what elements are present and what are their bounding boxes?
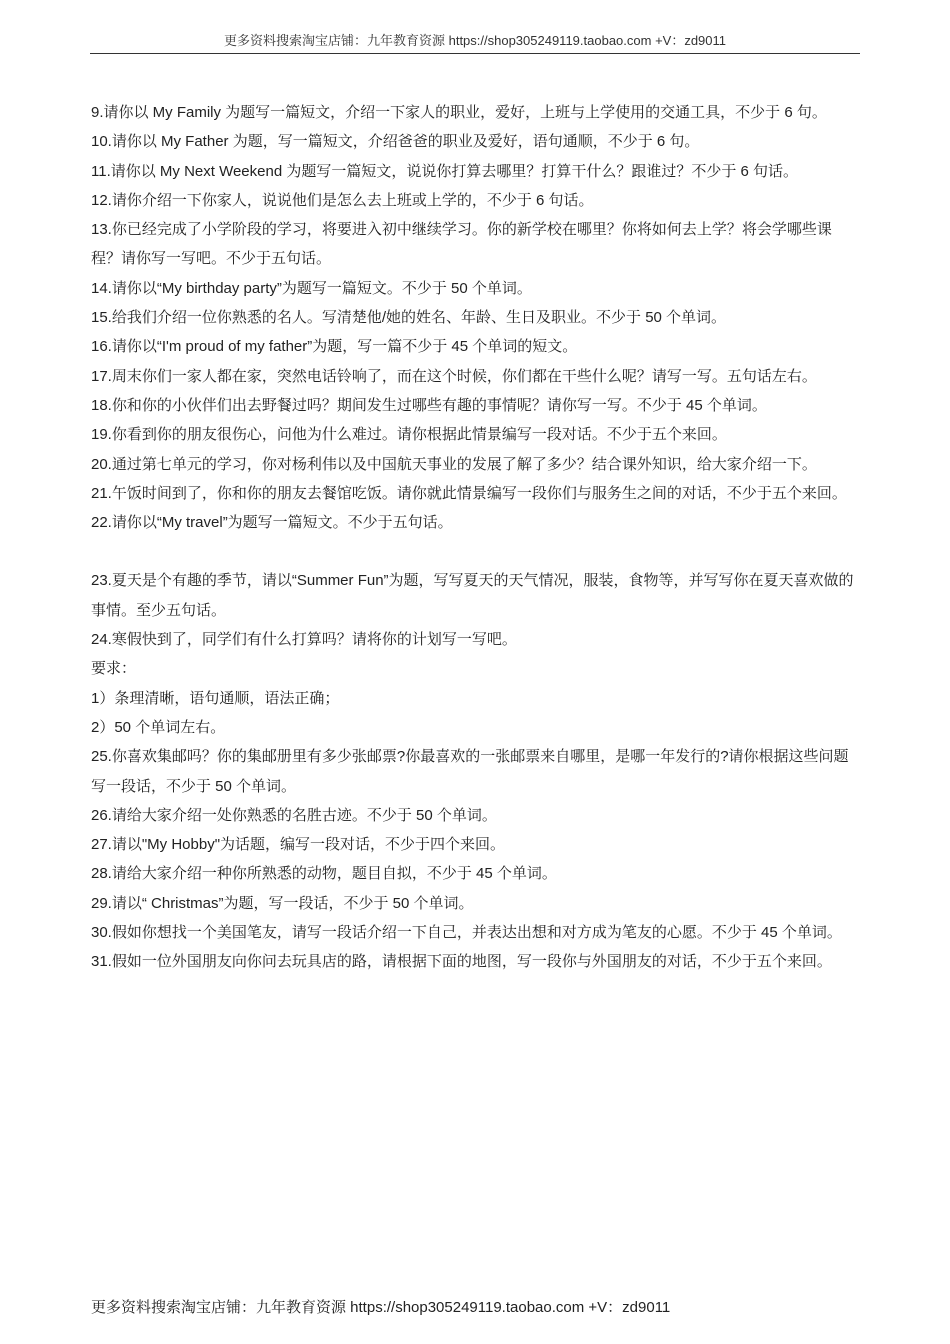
question-item: 14.请你以“My birthday party”为题写一篇短文。不少于 50 个单词。 [91,279,532,297]
question-item: 22.请你以“My travel”为题写一篇短文。不少于五句话。 [91,514,453,532]
question-item: 27.请以"My Hobby"为话题，编写一段对话，不少于四个来回。 [91,836,506,854]
blank-line [91,537,861,566]
page-header: 更多资料搜索淘宝店铺：九年教育资源 https://shop305249119.taobao.com +V：zd9011 [90,30,860,54]
requirements-label: 要求： [91,660,137,678]
question-item: 11.请你以 My Next Weekend 为题写一篇短文，说说你打算去哪里？打算干什么？跟谁过？不少于 6 句话。 [91,162,799,180]
question-list [91,98,861,977]
question-item: 10.请你以 My Father 为题，写一篇短文，介绍爸爸的职业及爱好，语句通顺，不少于 6 句。 [91,133,700,151]
question-item: 16.请你以“I'm proud of my father”为题，写一篇不少于 45 个单词的短文。 [91,338,578,356]
question-item: 9.请你以 My Family 为题写一篇短文，介绍一下家人的职业，爱好，上班与上学使用的交通工具，不少于 6 句。 [91,104,827,121]
question-item: 17.周末你们一家人都在家，突然电话铃响了，而在这个时候，你们都在干些什么呢？请写一写。五句话左右。 [91,367,817,385]
question-item: 13.你已经完成了小学阶段的学习，将要进入初中继续学习。你的新学校在哪里？你将如何去上学？将会学哪些课程？请你写一写吧。不少于五句话。 [91,221,832,268]
question-item: 28.请给大家介绍一种你所熟悉的动物，题目自拟，不少于 45 个单词。 [91,865,557,883]
question-item: 15.给我们介绍一位你熟悉的名人。写清楚他/她的姓名、年龄、生日及职业。不少于 50 个单词。 [91,309,727,327]
question-item: 18.你和你的小伙伴们出去野餐过吗？期间发生过哪些有趣的事情呢？请你写一写。不少于 45 个单词。 [91,396,767,414]
requirement-item: 1）条理清晰，语句通顺，语法正确； [91,689,340,707]
question-item: 12.请你介绍一下你家人，说说他们是怎么去上班或上学的，不少于 6 句话。 [91,191,594,209]
question-item: 29.请以“ Christmas”为题，写一段话，不少于 50 个单词。 [91,894,474,912]
page-footer: 更多资料搜索淘宝店铺：九年教育资源 https://shop305249119.taobao.com +V：zd9011 [91,1299,671,1316]
question-item: 25.你喜欢集邮吗？你的集邮册里有多少张邮票?你最喜欢的一张邮票来自哪里，是哪一年发行的?请你根据这些问题写一段话，不少于 50 个单词。 [91,748,849,795]
question-item: 20.通过第七单元的学习，你对杨利伟以及中国航天事业的发展了解了多少？结合课外知识，给大家介绍一下。 [91,455,817,473]
question-item: 21.午饭时间到了，你和你的朋友去餐馆吃饭。请你就此情景编写一段你们与服务生之间的对话，不少于五个来回。 [91,484,847,502]
question-item: 30.假如你想找一个美国笔友，请写一段话介绍一下自己，并表达出想和对方成为笔友的心愿。不少于 45 个单词。 [91,924,842,942]
question-item: 26.请给大家介绍一处你熟悉的名胜古迹。不少于 50 个单词。 [91,806,497,824]
question-item: 19.你看到你的朋友很伤心，问他为什么难过。请你根据此情景编写一段对话。不少于五个来回。 [91,426,727,444]
question-item: 24.寒假快到了，同学们有什么打算吗？请将你的计划写一写吧。 [91,631,517,649]
question-item: 23.夏天是个有趣的季节，请以“Summer Fun”为题，写写夏天的天气情况，服装，食物等，并写写你在夏天喜欢做的事情。至少五句话。 [91,572,854,619]
question-item: 31.假如一位外国朋友向你问去玩具店的路，请根据下面的地图，写一段你与外国朋友的对话，不少于五个来回。 [91,953,832,971]
requirement-item: 2）50 个单词左右。 [91,718,226,736]
